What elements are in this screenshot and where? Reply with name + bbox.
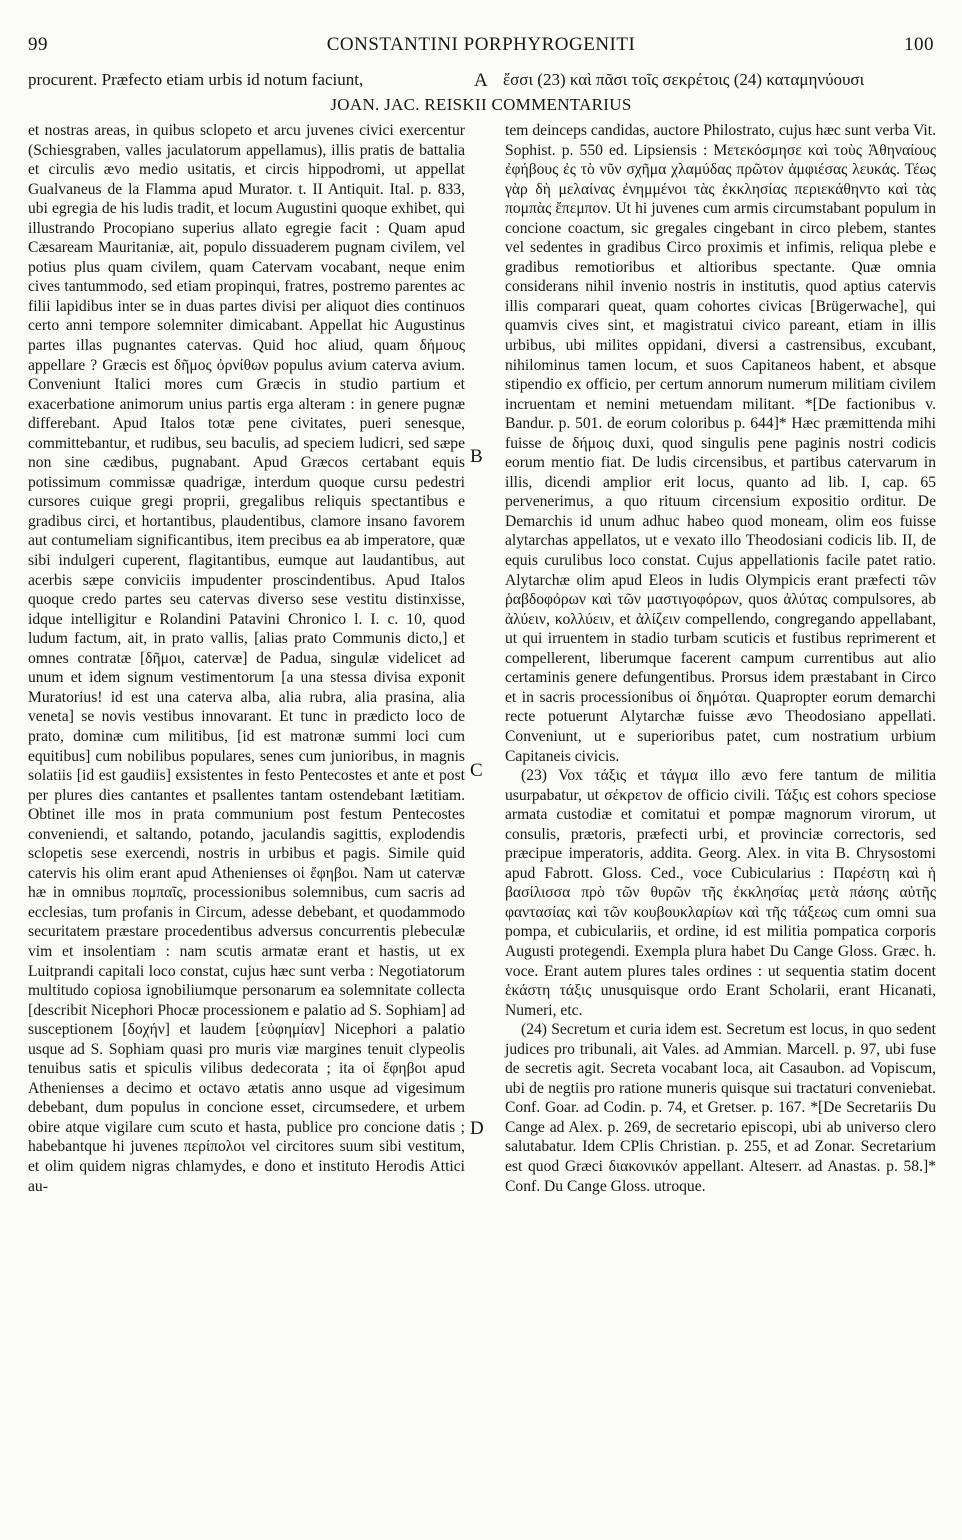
left-column xyxy=(28,121,465,1196)
running-title: CONSTANTINI PORPHYROGENITI xyxy=(326,34,636,55)
margin-marker-b: B xyxy=(470,446,483,467)
commentary-heading: JOAN. JAC. REISKII COMMENTARIUS xyxy=(330,95,632,114)
preface-latin: procurent. Præfecto etiam urbis id notum faciunt, xyxy=(28,70,364,89)
page-number-left: 99 xyxy=(28,34,48,55)
page-header xyxy=(28,34,934,62)
margin-marker-c: C xyxy=(470,760,483,781)
left-paragraph: et nostras areas, in quibus sclopeto et arcu juvenes civici exercentur (Schiesgraben, valles jaculatorum appellamus), illis pratis de battalia et circulis ævo medio usitatis, et circis hippodromi, ut appellat Gualvaneus de la Flamma apud Murator. t. II Antiquit. Ital. p. 833, ubi egregia de his ludis tradit, et locum Augustini quoque exhibet, qui illustrando Procopiano superius allato egregie facit : Quam apud Cæsaream Mauritaniæ, ait, populo dissuaderem pugnam civilem, vel potius plus quam civilem, quam Catervam vocabant, neque enim cives tantummodo, sed etiam propinqui, fratres, postremo parentes ac filii lapidibus inter se in duas partes divisi per aliquot dies continuos certo anni tempore solemniter dimicabant. Appellat hic Augustinus partes illas pugnantes catervas. Quid hoc aliud, quam δήμους appellare ? Græcis est δῆμος ὀρνίθων populus avium caterva avium. Conveniunt Italici mores cum Græcis in studio partium et exacerbatione animorum unius partis erga alteram : in genere pugnæ differebant. Apud Italos totæ pene civitates, pueri senesque, committebantur, et rudibus, seu baculis, ad speciem ludicri, sed sæpe non sine cædibus, pugnabant. Apud Græcos certabant equis potissimum commissæ quadrigæ, interdum quoque cursu pedestri cursores cuique gregi proprii, gregalibus reliquis spectantibus e gradibus circi, et hortantibus, plaudentibus, clamore insano favorem aut contumeliam significantibus, item precibus ea ab imperatore, quæ sibi indulgeri cuperent, flagitantibus, eumque aut laudantibus, aut acerbis sæpe conviciis impudenter proscindentibus. Apud Italos quoque credo partes seu catervas diverso sese vestitu distinxisse, idque intelligitur e Rolandini Patavini Chronico l. I. c. 10, quod ludum factum, ait, in prato vallis, [alias prato Communis dicto,] et omnes contratæ [δῆμοι, catervæ] de Padua, singulæ videlicet ad unum et idem signum vestimentorum [a una stessa divisa exponit Muratorius! id est una caterva alba, alia rubra, alia prasina, alia veneta] se novis vestibus innovarant. Et tunc in prædicto loco de prato, dominæ cum militibus, [id est matronæ summi loci cum equitibus] cum nobilibus populares, senes cum junioribus, in magnis solatiis [id est gaudiis] exsistentes in festo Pentecostes et ante et post per plures dies cantantes et psallentes tantam ostendebant lætitiam. Obtinet ille mos in prata communium post festum Pentecostes conveniendi, et saltando, potando, jaculandis sagittis, explodendis sclopetis sese exercendi, nostris in urbibus et pagis. Simile quid catervis his olim erant apud Athenienses οἱ ἔφηβοι. Nam ut catervæ hæ in omnibus πομπαῖς, processionibus solemnibus, cum sacris ad ecclesias, tum profanis in Circum, adesse debebant, et quodammodo securitatem præstare procedentibus adversus concurrentis plebeculæ vim et insolentiam : nam scutis armatæ erant et hastis, ut ex Luitprandi capitali loco constat, cujus hæc sunt verba : Negotiatorum multitudo copiosa ignobiliumque personarum ea solemnitate collecta [describit Nicephori Phocæ processionem e palatio ad S. Sophiam] ad susceptionem [δοχήν] et laudem [εὐφημίαν] Nicephori a palatio usque ad S. Sophiam quasi pro muris viæ margines tenuit clypeolis tenuibus satis et spiculis vilibus dedecorata ; ita οἱ ἔφηβοι apud Athenienses a decimo et octavo ætatis anno usque ad vigesimum debebant, dum populus in concione esset, circumsedere, et urbem obire atque vigilare cum scuto et hasta, publice pro concione datis ; habebantque hi juvenes περίπολοι vel circitores suum sibi vestitum, et olim quidem nigras chlamydes, e dono et instituto Herodis Attici au- xyxy=(28,122,465,1195)
note-23: (23) Vox τάξις et τάγμα illo ævo fere tantum de militia usurpabatur, ut σέκρετον de officio civili. Τάξις est cohors speciose armata custodiæ et comitatui et pompæ magnorum virorum, ut consulis, prætoris, præfecti urbi, et provinciæ correctoris, sed præcipue imperatoris, addita. Georg. Alex. in vita B. Chrysostomi apud Fabrott. Gloss. Ced., voce Cubicularius : Παρέστη καὶ ἡ βασίλισσα πρὸ τῶν θυρῶν τῆς ἐκκλησίας μετὰ πάσης αὐτῆς φαντασίας καὶ τῶν κουβουκλαρίων καὶ τῆς τάξεως cum omni sua pompa, et cubiculariis, et ordine, id est militia pompatica corporis Augusti protegendi. Exempla plura habet Du Cange Gloss. Græc. h. voce. Erant autem plures tales ordines : ut sequentia statim docent ἑκάστη τάξις unusquisque ordo Erant Scholarii, erant Hicanati, Numeri, etc. xyxy=(505,767,936,1019)
margin-marker-d: D xyxy=(470,1118,484,1139)
right-paragraph-continuation: tem deinceps candidas, auctore Philostrato, cujus hæc sunt verba Vit. Sophist. p. 550 ed. Lipsiensis : Μετεκόσμησε καὶ τοὺς Ἀθηναίους ἐφήβους ἐς τὸ νῦν σχῆμα χλαμύδας πρῶτον ἀμφιέσας λευκάς. Τέως γὰρ δὴ μελαίνας ἐνημμένοι τὰς ἐκκλησίας περιεκάθηντο καὶ τὰς πομπὰς ἔπεμπον. Ut hi juvenes cum armis circumstabant populum in concione coactum, sic gregales cingebant in circo plebem, stantes vel sedentes in gradibus Circo proximis et infimis, reliqua plebe e gradibus remotioribus et altioribus spectante. Quæ omnia considerans nihil invenio nostris in institutis, quod aptius catervis illis comparari queat, quam cohortes civicas [Brügerwache], qui quamvis cives sint, et magistratui civico pareant, etiam in illis urbibus, ubi milites oppidani, diversi a castrensibus, excubant, nihilominus tamen locum, et suos Capitaneos habent, et absque stipendio ex officio, per certum annorum numerum militiam civilem incruentam et nemini metuendam militant. *[De factionibus v. Bandur. p. 501. de eorum coloribus p. 644]* Hæc præmittenda mihi fuisse de δήμοις duxi, quod singulis pene paginis nostri codicis eorum mentio fiat. De ludis circensibus, et partibus catervarum in illis, dicendi amplior erit locus, quanto ad lib. I, cap. 65 pervenerimus, a quo rituum circensium expositio orditur. De Demarchis id unum adhuc habeo quod moneam, olim eos fuisse alytarchas appellatos, ut e vexato illo Theodosiani codicis lib. II, de equis curulibus loco constat. Cujus appellationis facile patet ratio. Alytarchæ olim apud Eleos in ludis Olympicis erant præfecti τῶν ῥαβδοφόρων καὶ τῶν μαστιγοφόρων, quos ἀλύτας compulsores, ab ἀλύειν, κολλύειν, et ἀλίζειν compellendo, congregando appellabant, ut qui irruentem in stadio turbam scuticis et fustibus reprimerent et compellerent, liberumque facerent campum currentibus aut alio certaminis genere defungentibus. Prorsus idem præstabant in Circo et in sacris processionibus οἱ δημόται. Quapropter eorum demarchi recte potuerunt Alytarchæ fuisse ævo Theodosiano appellati. Conveniunt, ut e superioribus patet, cum nostratium urbium Capitaneis civicis. xyxy=(505,122,936,765)
note-24: (24) Secretum et curia idem est. Secretum est locus, in quo sedent judices pro tribunali, ait Vales. ad Ammian. Marcell. p. 97, ubi fuse de secretis agit. Secreta vocabant loca, ait Casaubon. ad Vopiscum, ubi de negtiis pro ratione muneris quisque sui tractaturi conveniebat. Conf. Goar. ad Codin. p. 74, et Gretser. p. 167. *[De Secretariis Du Cange ad Alex. p. 269, de secretario episcopi, ubi ab universo clero salutabatur. Idem CPlis Christian. p. 255, et ad Zonar. Secretarium est quod Græci διακονικόν appellant. Alteserr. ad Anastas. p. 58.]* Conf. Du Cange Gloss. utroque. xyxy=(505,1021,936,1195)
right-column xyxy=(505,121,936,1196)
text-line-preface xyxy=(28,70,934,94)
page-number-right: 100 xyxy=(904,34,934,55)
preface-greek: ἔσσι (23) καὶ πᾶσι τοῖς σεκρέτοις (24) καταμηνύουσι xyxy=(503,70,865,89)
margin-marker-a: A xyxy=(474,70,488,91)
